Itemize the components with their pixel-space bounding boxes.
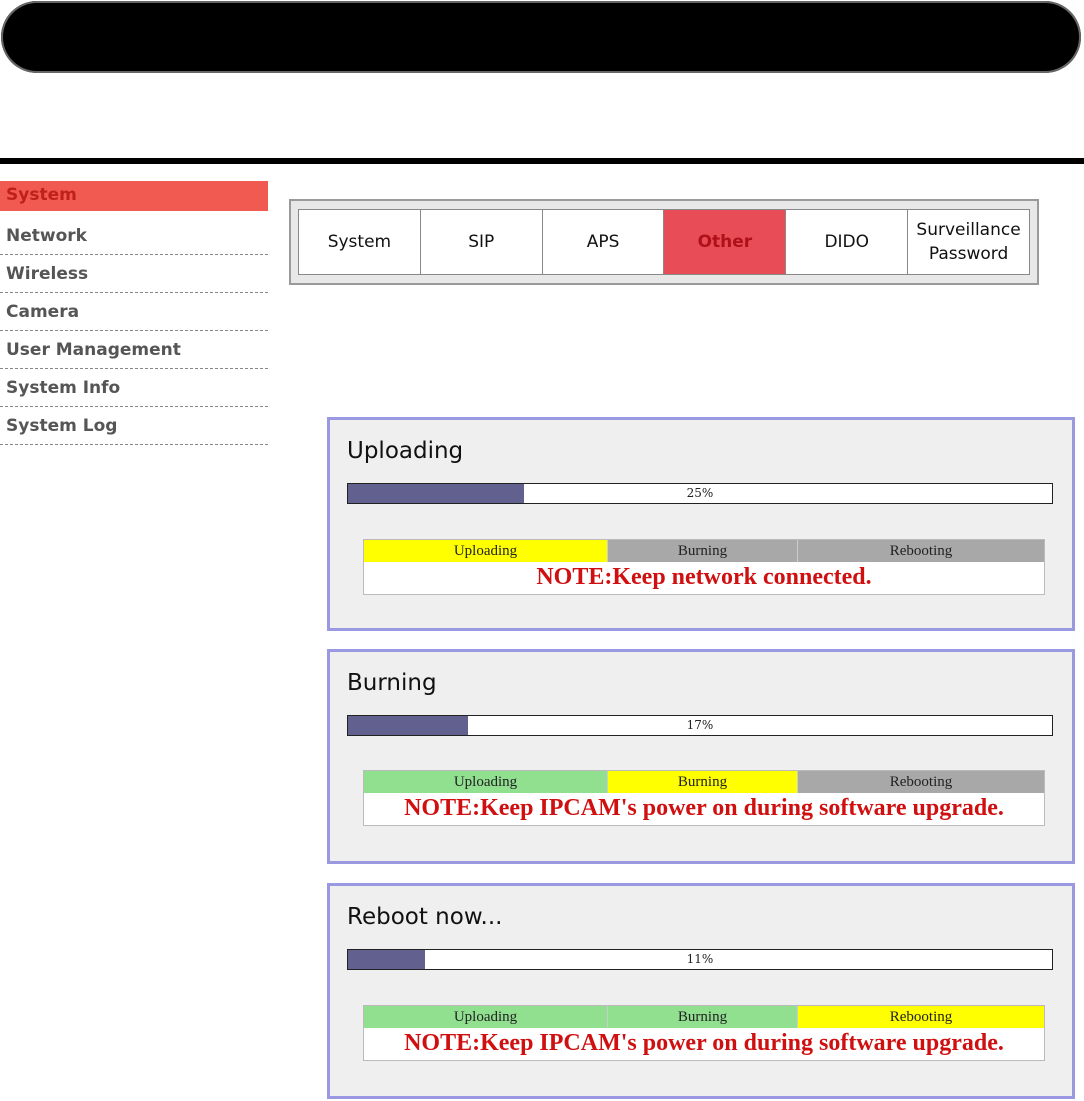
tab-aps[interactable]: APS [543,210,665,274]
progress-bar [347,949,1053,970]
progress-label: 11% [686,952,714,966]
progress-label: 17% [686,718,714,732]
panel-title: Reboot now... [347,904,503,930]
tab-bar [289,199,1039,285]
tab-sip[interactable]: SIP [421,210,543,274]
header-bar [1,1,1081,73]
note-text: NOTE:Keep IPCAM's power on during software upgrade. [404,1030,1004,1056]
step-uploading: Uploading [364,540,608,562]
sidebar-item-camera[interactable]: Camera [0,295,268,331]
step-uploading: Uploading [364,771,608,793]
step-rebooting: Rebooting [798,1006,1044,1028]
sidebar [0,181,268,447]
note-text: NOTE:Keep network connected. [536,564,872,590]
sidebar-item-wireless[interactable]: Wireless [0,257,268,293]
progress-bar [347,715,1053,736]
step-indicator [363,770,1045,826]
panel-title: Burning [347,670,437,696]
sidebar-item-system-log[interactable]: System Log [0,409,268,445]
progress-bar [347,483,1053,504]
tab-system[interactable]: System [299,210,421,274]
tab-dido[interactable]: DIDO [786,210,908,274]
tab-other[interactable]: Other [664,210,786,274]
sidebar-item-system[interactable]: System [0,181,268,211]
step-burning: Burning [608,771,798,793]
upgrade-panel-burning [327,649,1075,864]
upgrade-panel-uploading [327,417,1075,631]
step-indicator [363,539,1045,595]
sidebar-item-user-management[interactable]: User Management [0,333,268,369]
progress-label: 25% [686,486,714,500]
header-divider [0,158,1084,164]
step-burning: Burning [608,1006,798,1028]
sidebar-item-network[interactable]: Network [0,219,268,255]
panel-title: Uploading [347,438,464,464]
step-indicator [363,1005,1045,1061]
step-rebooting: Rebooting [798,540,1044,562]
step-uploading: Uploading [364,1006,608,1028]
upgrade-panel-reboot [327,883,1075,1099]
tab-surveillance-password[interactable]: Surveillance Password [916,220,1021,264]
sidebar-item-system-info[interactable]: System Info [0,371,268,407]
step-rebooting: Rebooting [798,771,1044,793]
note-text: NOTE:Keep IPCAM's power on during software upgrade. [404,795,1004,821]
step-burning: Burning [608,540,798,562]
